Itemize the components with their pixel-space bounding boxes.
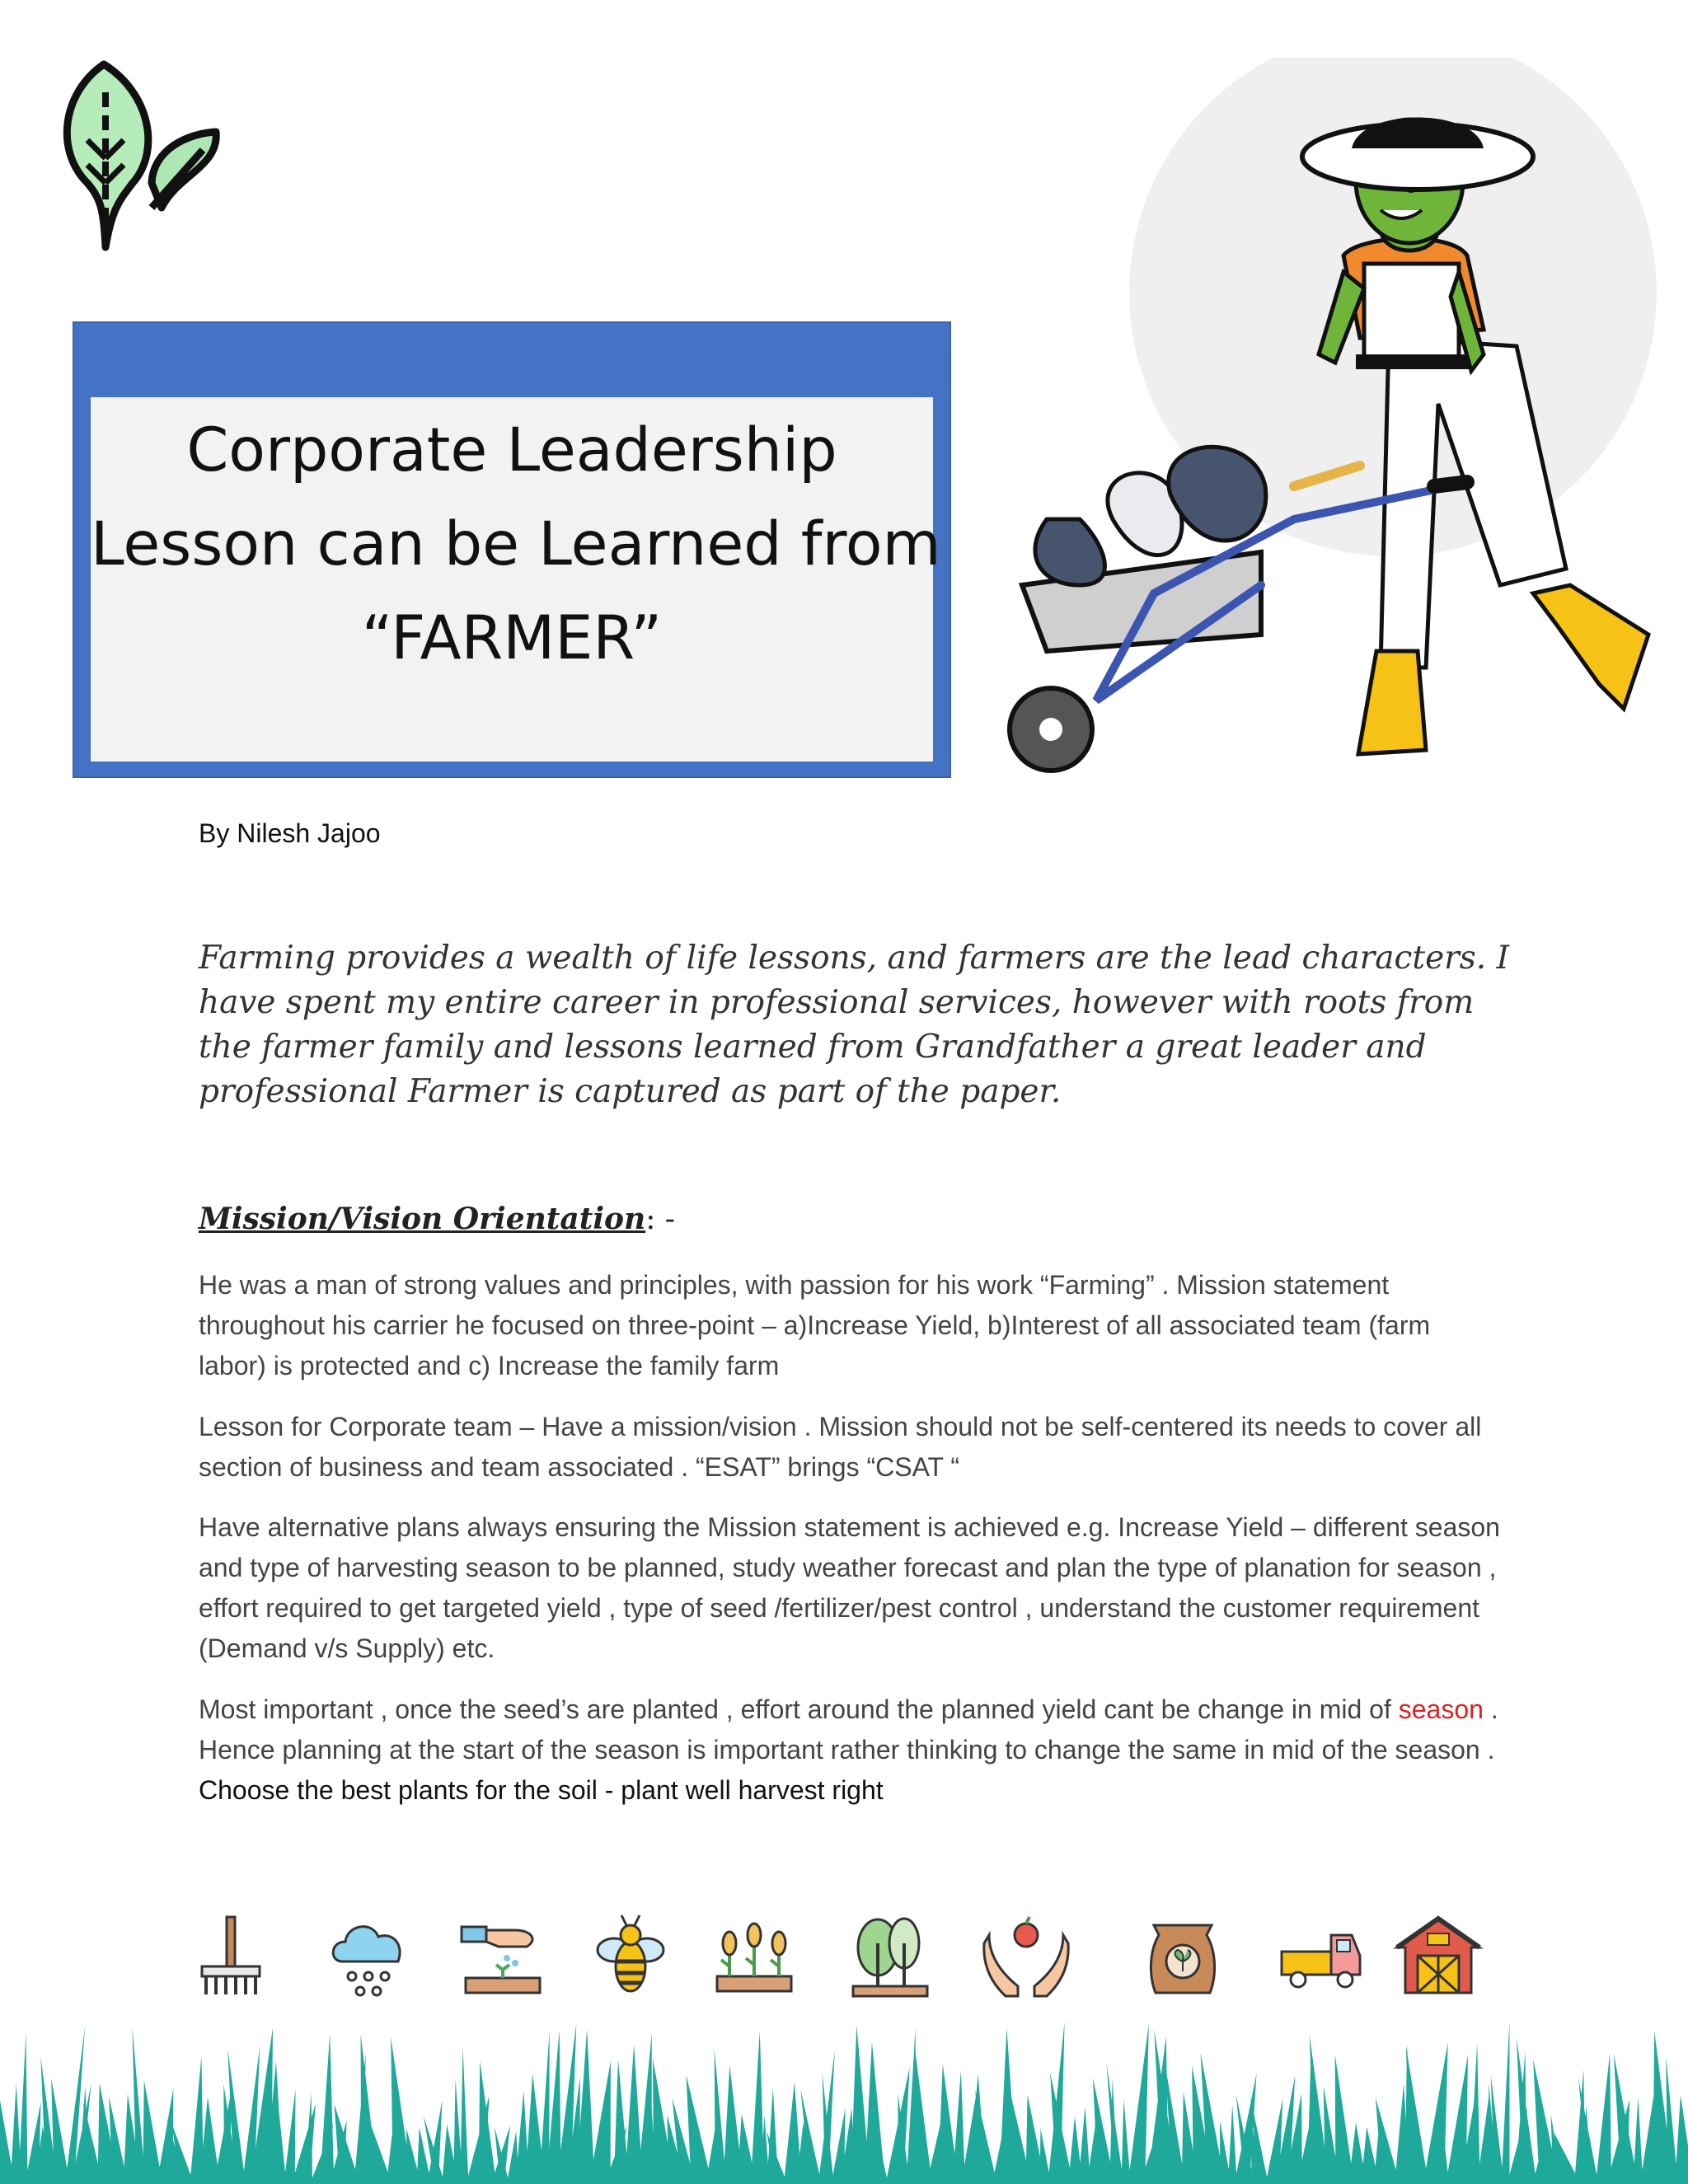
farmer-wheelbarrow-illustration — [989, 58, 1665, 783]
paragraph-2: Lesson for Corporate team – Have a mission/vision . Mission should not be self-centered its needs to cover all section of business and team associated . “ESAT” brings “CSAT “ — [199, 1412, 1482, 1482]
trees-icon — [845, 1910, 935, 2001]
rake-icon — [190, 1910, 280, 2001]
grass-border — [0, 2003, 1688, 2184]
title-line-1: Corporate Leadership — [186, 415, 837, 485]
truck-icon — [1278, 1910, 1368, 2001]
rain-cloud-icon — [326, 1910, 416, 2001]
paragraph-4 — [199, 1690, 1501, 1811]
paragraph-4-end: Choose the best plants for the soil - plant well harvest right — [199, 1775, 884, 1805]
bee-icon — [585, 1910, 676, 2001]
section-heading-suffix: : - — [645, 1202, 675, 1236]
paragraph-4-start: Most important , once the seed’s are planted , effort around the planned yield cant be change in mid of — [199, 1694, 1399, 1724]
section-heading-label: Mission/Vision Orientation — [199, 1202, 646, 1236]
paragraph-1: He was a man of strong values and principles, with passion for his work “Farming” . Mission statement throughout his carrier he focused on three-point – a)Increase Yield, b)Interest of all associated team (farm labor) is protected and c) Increase the family farm — [199, 1270, 1431, 1380]
farming-icons-row — [190, 1910, 1492, 2001]
section-heading — [199, 1202, 675, 1236]
paragraph-3: Have alternative plans always ensuring the Mission statement is achieved e.g. Increase Yield – different season and type of harvesting season to be planned, study weather forecast and plan the type of planation for season , effort required to get targeted yield , type of seed /fertilizer/pest control , understand the customer requirement (Demand v/s Supply) etc. — [199, 1512, 1500, 1663]
watering-hand-icon — [457, 1910, 548, 2001]
hands-apple-icon — [981, 1910, 1071, 2001]
intro-paragraph: Farming provides a wealth of life lessons, and farmers are the lead characters. I have spent my entire career in professional services, however with roots from the farmer family and lessons learned from Grandfather a great leader and professional Farmer is captured as part of the paper. — [199, 940, 1510, 1110]
page-title — [91, 397, 941, 686]
author-line: By Nilesh Jajoo — [199, 818, 381, 848]
title-line-3: “FARMER” — [361, 603, 663, 673]
title-line-2: Lesson can be Learned from — [91, 509, 941, 579]
seed-bag-icon — [1137, 1910, 1228, 2001]
barn-icon — [1393, 1910, 1484, 2001]
leaf-logo-icon — [54, 59, 224, 254]
paragraph-4-mid: . Hence planning at the start of the season is important rather thinking to change the same in mid of the season . — [199, 1694, 1498, 1765]
crops-icon — [709, 1910, 799, 2001]
paragraph-4-highlight: season — [1398, 1694, 1484, 1724]
title-panel-inner — [91, 397, 941, 762]
title-panel — [73, 321, 951, 778]
